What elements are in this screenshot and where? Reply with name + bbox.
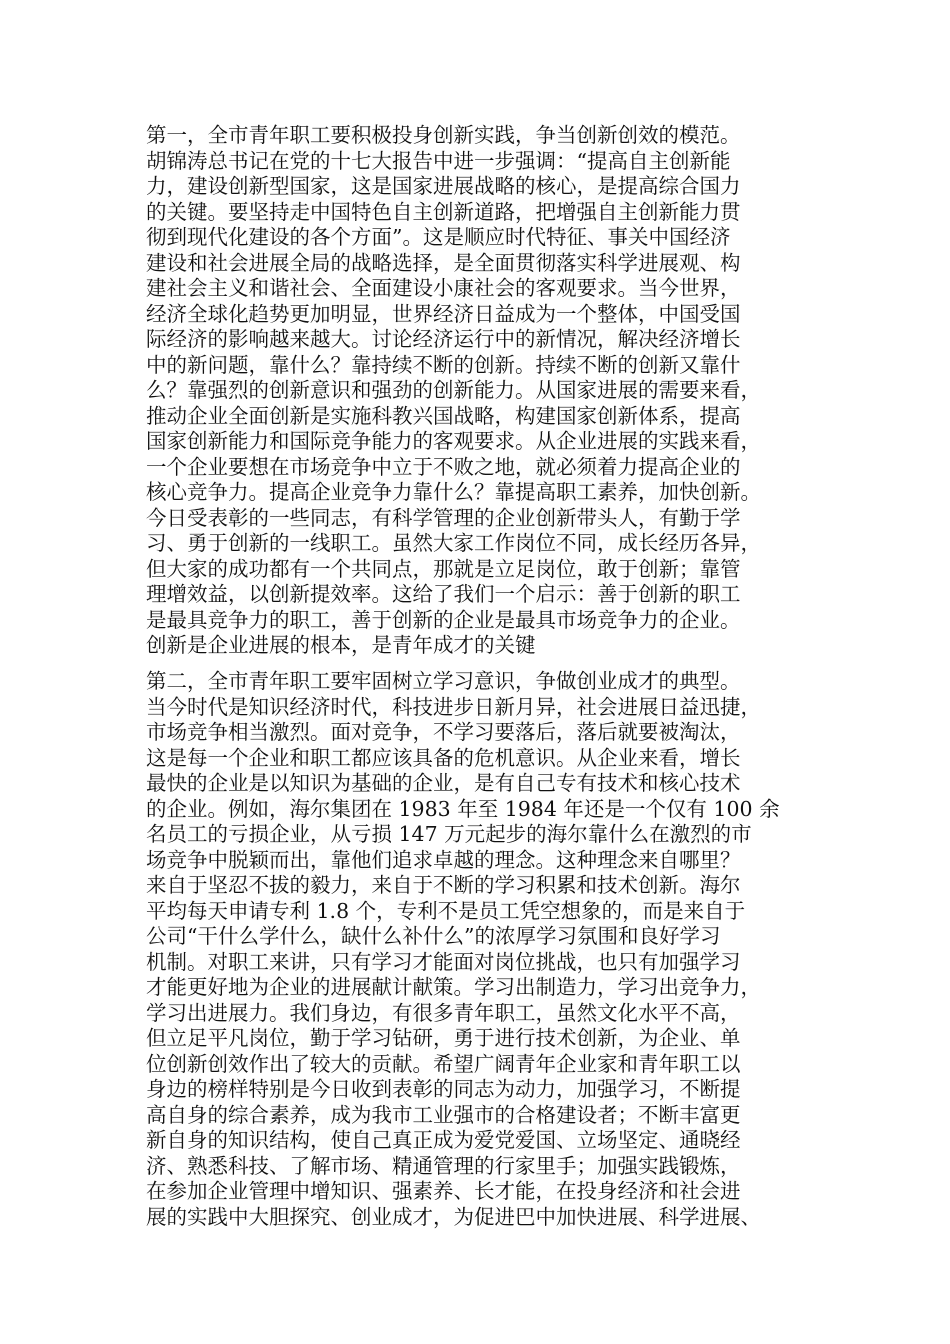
text-line: 公司“干什么学什么，缺什么补什么”的浓厚学习氛围和良好学习: [146, 924, 721, 948]
paragraph-second-learning: [146, 669, 816, 1230]
text-line: 创新是企业进展的根本，是青年成才的关键: [146, 633, 536, 657]
paragraph-first-innovation: [146, 123, 816, 659]
text-line: 但大家的成功都有一个共同点，那就是立足岗位，敢于创新；靠管: [146, 556, 741, 581]
text-line: 高自身的综合素养，成为我市工业强市的合格建设者；不断丰富更: [146, 1102, 741, 1127]
text-line: 场竞争中脱颖而出，靠他们追求卓越的理念。这种理念来自哪里？: [146, 847, 741, 872]
text-line: 胡锦涛总书记在党的十七大报告中进一步强调：“提高自主创新能: [146, 148, 731, 173]
text-line: 身边的榜样特别是今日收到表彰的同志为动力，加强学习，不断提: [146, 1077, 741, 1101]
text-line: 经济全球化趋势更加明显，世界经济日益成为一个整体，中国受国: [146, 301, 741, 326]
text-line: 的关键。要坚持走中国特色自主创新道路，把增强自主创新能力贯: [146, 199, 741, 224]
text-line: 今日受表彰的一些同志，有科学管理的企业创新带头人，有勤于学: [146, 505, 741, 530]
text-line: 建设和社会进展全局的战略选择，是全面贯彻落实科学进展观、构: [146, 250, 741, 275]
text-line: 第一，全市青年职工要积极投身创新实践，争当创新创效的模范。: [146, 123, 741, 147]
text-line: 国家创新能力和国际竞争能力的客观要求。从企业进展的实践来看，: [146, 429, 761, 453]
text-line: 才能更好地为企业的进展献计献策。学习出制造力，学习出竞争力，: [146, 975, 761, 999]
text-line: 展的实践中大胆探究、创业成才，为促进巴中加快进展、科学进展、: [146, 1204, 761, 1229]
text-line: 是最具竞争力的职工，善于创新的企业是最具市场竞争力的企业。: [146, 607, 741, 632]
text-line: 来自于坚忍不拔的毅力，来自于不断的学习积累和技术创新。海尔: [146, 873, 741, 897]
text-line: 新自身的知识结构，使自己真正成为爱党爱国、立场坚定、通晓经: [146, 1128, 741, 1152]
text-line: 一个企业要想在市场竞争中立于不败之地，就必须着力提高企业的: [146, 454, 741, 479]
text-line: 彻到现代化建设的各个方面”。这是顺应时代特征、事关中国经济: [146, 225, 731, 249]
text-line: 济、熟悉科技、了解市场、精通管理的行家里手；加强实践锻炼，: [146, 1153, 741, 1178]
text-line: 推动企业全面创新是实施科教兴国战略，构建国家创新体系，提高: [146, 403, 741, 428]
text-line: 中的新问题，靠什么？靠持续不断的创新。持续不断的创新又靠什: [146, 352, 741, 377]
text-line: 际经济的影响越来越大。讨论经济运行中的新情况，解决经济增长: [146, 327, 741, 351]
text-line: 学习出进展力。我们身边，有很多青年职工，虽然文化水平不高，: [146, 1000, 741, 1025]
text-line: 这是每一个企业和职工都应该具备的危机意识。从企业来看，增长: [146, 745, 741, 770]
text-line: 理增效益，以创新提效率。这给了我们一个启示：善于创新的职工: [146, 582, 741, 606]
text-line: 力，建设创新型国家，这是国家进展战略的核心，是提高综合国力: [146, 174, 741, 198]
text-line: 机制。对职工来讲，只有学习才能面对岗位挑战，也只有加强学习: [146, 949, 741, 974]
text-line: 建社会主义和谐社会、全面建设小康社会的客观要求。当今世界，: [146, 276, 741, 300]
text-line: 第二，全市青年职工要牢固树立学习意识，争做创业成才的典型。: [146, 669, 741, 693]
text-line: 核心竞争力。提高企业竞争力靠什么？靠提高职工素养，加快创新。: [146, 480, 761, 504]
text-line: 在参加企业管理中增知识、强素养、长才能，在投身经济和社会进: [146, 1179, 741, 1203]
text-line: 的企业。例如，海尔集团在 1983 年至 1984 年还是一个仅有 100 余: [146, 796, 780, 821]
text-line: 么？靠强烈的创新意识和强劲的创新能力。从国家进展的需要来看，: [146, 378, 761, 402]
text-line: 当今时代是知识经济时代，科技进步日新月异，社会进展日益迅捷，: [146, 694, 761, 719]
text-line: 位创新创效作出了较大的贡献。希望广阔青年企业家和青年职工以: [146, 1051, 741, 1076]
text-line: 名员工的亏损企业，从亏损 147 万元起步的海尔靠什么在激烈的市: [146, 822, 752, 846]
text-line: 市场竞争相当激烈。面对竞争，不学习要落后，落后就要被淘汰，: [146, 720, 741, 744]
text-line: 但立足平凡岗位，勤于学习钻研，勇于进行技术创新，为企业、单: [146, 1026, 741, 1050]
text-line: 最快的企业是以知识为基础的企业，是有自己专有技术和核心技术: [146, 771, 741, 795]
text-line: 平均每天申请专利 1.8 个，专利不是员工凭空想象的，而是来自于: [146, 898, 746, 923]
text-line: 习、勇于创新的一线职工。虽然大家工作岗位不同，成长经历各异，: [146, 531, 761, 555]
